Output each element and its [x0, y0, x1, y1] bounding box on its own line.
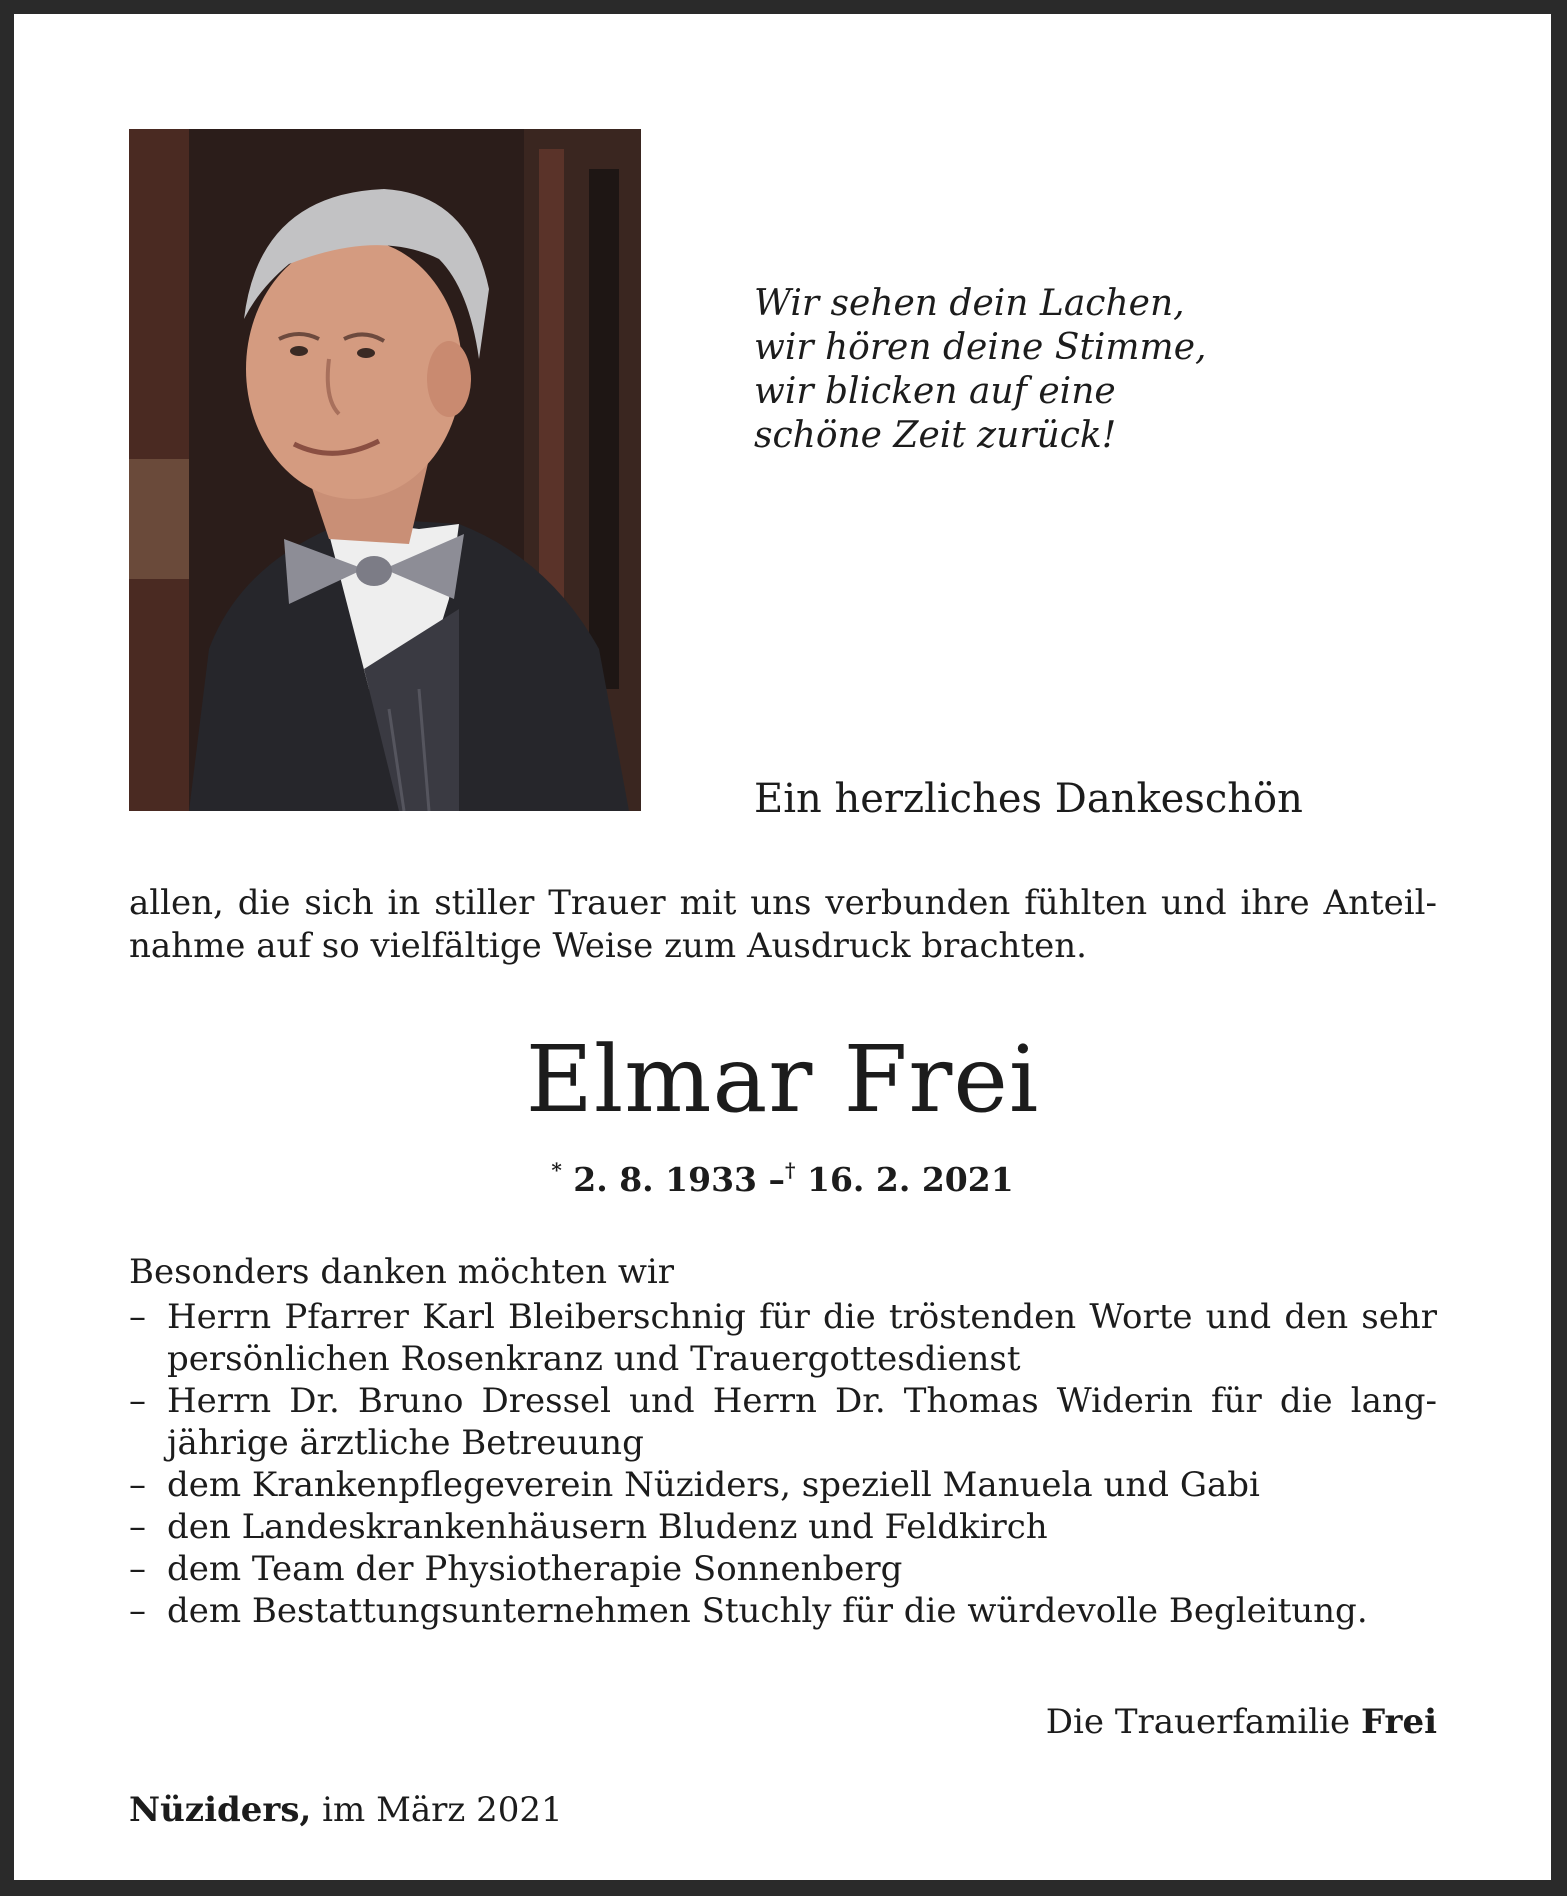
place-date: im März 2021	[322, 1790, 563, 1830]
list-item-line: persönlichen Rosenkranz und Trauergottesdienst	[167, 1339, 1021, 1379]
intro-line: allen, die sich in stiller Trauer mit uns verbunden fühlten und ihre Anteil-	[129, 883, 1437, 923]
family-signature	[1046, 1702, 1437, 1742]
list-item	[129, 1296, 1437, 1380]
list-item-line: – dem Bestattungsunternehmen Stuchly für die würdevolle Begleitung.	[167, 1591, 1368, 1631]
memorial-quote	[754, 282, 1206, 458]
quote-line: wir blicken auf eine	[754, 371, 1116, 412]
portrait-photo	[129, 129, 641, 811]
special-thanks-intro: Besonders danken möchten wir	[129, 1252, 675, 1292]
thanks-intro-paragraph	[129, 882, 1437, 968]
family-name: Frei	[1360, 1702, 1437, 1742]
signature-prefix: Die Trauerfamilie	[1045, 1702, 1351, 1742]
portrait-illustration	[129, 129, 641, 811]
quote-line: schöne Zeit zurück!	[754, 415, 1117, 456]
thanks-list	[129, 1296, 1437, 1632]
list-item-line: – dem Team der Physiotherapie Sonnenberg	[167, 1549, 903, 1589]
birth-date: 2. 8. 1933	[573, 1160, 758, 1199]
list-item	[129, 1590, 1437, 1632]
quote-line: wir hören deine Stimme,	[754, 327, 1207, 368]
death-date: 16. 2. 2021	[806, 1160, 1014, 1199]
death-symbol: †	[785, 1158, 796, 1182]
list-item	[129, 1548, 1437, 1590]
list-item-line: – dem Krankenpflegeverein Nüziders, speziell Manuela und Gabi	[167, 1465, 1260, 1505]
list-item-line: jährige ärztliche Betreuung	[167, 1423, 644, 1463]
deceased-name: Elmar Frei	[525, 1026, 1040, 1133]
date-separator: –	[768, 1160, 786, 1199]
list-item-line: – den Landeskrankenhäusern Bludenz und Feldkirch	[167, 1507, 1048, 1547]
life-dates	[14, 1158, 1551, 1199]
list-item	[129, 1506, 1437, 1548]
list-item-line: – Herrn Pfarrer Karl Bleiberschnig für die tröstenden Worte und den sehr	[167, 1297, 1437, 1337]
thanks-heading: Ein herzliches Dankeschön	[754, 776, 1303, 822]
quote-line: Wir sehen dein Lachen,	[754, 283, 1185, 324]
place-town: Nüziders,	[129, 1790, 312, 1830]
list-item	[129, 1464, 1437, 1506]
birth-symbol: *	[551, 1158, 562, 1182]
intro-line: nahme auf so vielfältige Weise zum Ausdruck brachten.	[129, 926, 1087, 966]
list-item	[129, 1380, 1437, 1464]
list-item-line: – Herrn Dr. Bruno Dressel und Herrn Dr. Thomas Widerin für die lang-	[167, 1381, 1437, 1421]
place-and-date	[129, 1790, 563, 1830]
obituary-card	[14, 14, 1551, 1880]
